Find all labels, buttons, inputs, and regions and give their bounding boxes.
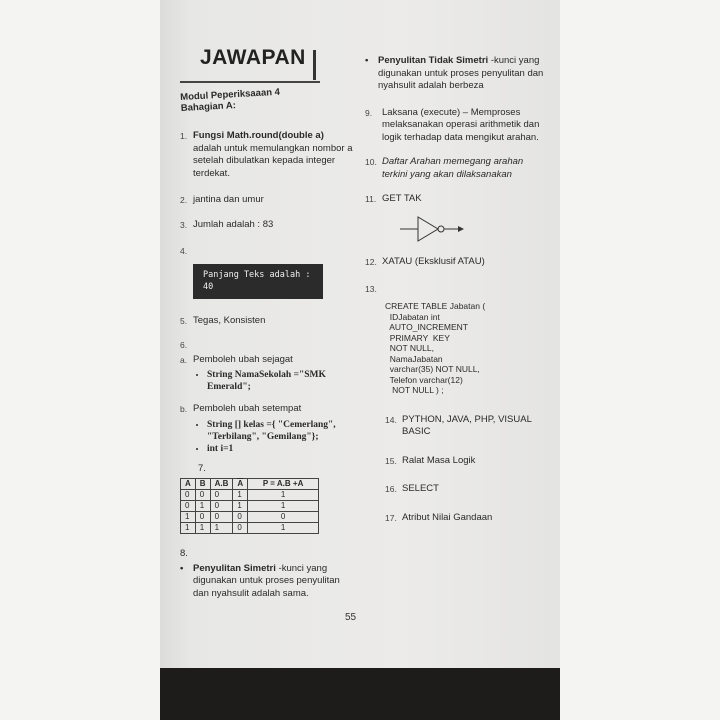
section-heading: Bahagian A:: [180, 100, 237, 114]
table-header: A.B: [210, 479, 233, 490]
answer-number: 17.: [385, 512, 397, 523]
answer-number: 3.: [180, 219, 188, 230]
answer-text: Atribut Nilai Gandaan: [402, 511, 493, 523]
answer-number: 10.: [365, 157, 377, 167]
answer-4: [180, 245, 355, 299]
left-column: [180, 46, 355, 600]
bullet-item: [365, 55, 545, 93]
answer-5: [180, 315, 355, 328]
table-row: [181, 523, 319, 534]
sql-line: NOT NULL ) ;: [385, 385, 444, 395]
table-cell: 1: [233, 501, 248, 512]
answer-16: [385, 483, 545, 496]
answers-14-17: [385, 414, 545, 525]
sub-text: Pemboleh ubah sejagat: [193, 353, 293, 365]
bullet-dot: •: [180, 562, 184, 574]
table-header: B: [195, 479, 210, 490]
table-cell: 0: [210, 490, 233, 501]
table-header-row: [181, 479, 319, 490]
sql-line: CREATE TABLE Jabatan (: [385, 301, 486, 311]
table-cell: 0: [181, 490, 196, 501]
sub-text: Pemboleh ubah setempat: [193, 403, 302, 414]
answer-text: [193, 130, 355, 180]
answer-3: [180, 219, 355, 232]
answer-6a: [180, 354, 355, 394]
answer-10: [365, 156, 545, 181]
module-heading: Modul Peperiksaaan 4: [180, 86, 281, 103]
answer-text: jantina dan umur: [193, 194, 264, 205]
sql-line: NamaJabatan: [385, 353, 443, 364]
not-gate-diagram: [400, 212, 545, 251]
answer-number: 16.: [385, 484, 397, 494]
answer-6b: [180, 403, 355, 455]
answer-number: 4.: [180, 246, 188, 256]
table-cell: 1: [248, 490, 319, 501]
bullet-item: • String NamaSekolah ="SMK Emerald";: [207, 369, 355, 393]
bullet-item: [180, 563, 355, 601]
truth-table: [180, 478, 319, 534]
answer-text: GET TAK: [382, 193, 422, 204]
answer-text: Jumlah adalah : 83: [193, 218, 274, 230]
table-cell: 1: [181, 512, 196, 523]
answer-text: XATAU (Eksklusif ATAU): [382, 256, 485, 267]
table-cell: 0: [195, 490, 210, 501]
answer-number: 7.: [198, 462, 206, 474]
table-row: [181, 490, 319, 501]
sql-code-block: [385, 301, 545, 396]
table-cell: 1: [248, 523, 319, 534]
answer-number: 11.: [365, 194, 377, 204]
book-page: [160, 0, 560, 668]
answer-1: [180, 130, 355, 180]
answer-number: 1.: [180, 131, 188, 141]
term-description: -kunci yang digunakan untuk proses penyulitan dan nyahsulit adalah sama.: [193, 562, 340, 599]
sql-line: IDJabatan int: [385, 311, 440, 322]
not-gate-icon: [400, 212, 470, 246]
answer-2: [180, 194, 355, 207]
sub-label: a.: [180, 354, 188, 365]
answer-text: Laksana (execute) – Memproses melaksanakan operasi arithmetik dan logik terhadap data mengikut arahan.: [382, 106, 540, 143]
sql-line: PRIMARY KEY: [385, 332, 450, 343]
answer-7: [180, 463, 355, 535]
title-underline: [180, 81, 320, 83]
table-cell: 1: [195, 501, 210, 512]
answer-text: SELECT: [402, 483, 439, 494]
sql-line: NOT NULL,: [385, 343, 434, 353]
answer-13: [365, 283, 545, 296]
answer-number: 6.: [180, 340, 188, 350]
sql-line: Telefon varchar(12): [385, 374, 463, 385]
answer-17: [385, 512, 545, 525]
table-row: [181, 512, 319, 523]
background-left: [0, 0, 160, 720]
title-bar-decoration: [313, 50, 316, 80]
table-cell: 0: [181, 501, 196, 512]
answer-number: 9.: [365, 107, 373, 118]
answer-14: [385, 414, 545, 439]
answer-9: [365, 107, 545, 145]
bullet-list: [193, 369, 355, 393]
answer-number: 8.: [180, 548, 188, 559]
table-cell: 1: [181, 523, 196, 534]
table-row: [181, 501, 319, 512]
table-cell: 0: [210, 512, 233, 523]
answer-text: PYTHON, JAVA, PHP, VISUAL BASIC: [402, 413, 532, 437]
table-cell: 1: [195, 523, 210, 534]
term-bold: Penyulitan Simetri: [193, 562, 276, 574]
table-header: A: [181, 479, 196, 490]
table-cell: 1: [233, 490, 248, 501]
answer-12: [365, 256, 545, 269]
term-description: -kunci yang digunakan untuk proses penyulitan dan nyahsulit adalah berbeza: [378, 55, 544, 91]
sub-label: b.: [180, 404, 188, 414]
table-cell: 1: [210, 523, 233, 534]
answer-number: 2.: [180, 195, 188, 205]
answer-number: 5.: [180, 315, 188, 326]
table-cell: 0: [210, 501, 233, 512]
answer-11: [365, 193, 545, 206]
table-cell: 1: [248, 501, 319, 512]
answer-number: 14.: [385, 414, 397, 425]
table-header: $\overline{A}$: [233, 479, 248, 490]
bullet-list: [193, 419, 355, 455]
bullet-item: • String [] kelas ={ "Cemerlang", "Terbilang", "Gemilang"};: [207, 419, 355, 443]
page-number: 55: [345, 612, 357, 623]
answer-6: [180, 339, 355, 455]
answer-number: 12.: [365, 257, 377, 267]
answer-number: 15.: [385, 455, 397, 466]
answer-rest-text: adalah untuk memulangkan nombor a setelah dibulatkan kepada integer terdekat.: [193, 142, 353, 179]
answer-8: [180, 548, 355, 600]
answer-text: Daftar Arahan memegang arahan terkini yang akan dilaksanakan: [382, 156, 524, 180]
background-right: [560, 0, 720, 720]
sql-line: AUTO_INCREMENT: [385, 322, 468, 332]
answer-text: Ralat Masa Logik: [402, 454, 476, 466]
table-cell: 0: [233, 523, 248, 534]
answer-text: Tegas, Konsisten: [193, 314, 266, 326]
code-output-box: Panjang Teks adalah : 40: [193, 264, 323, 299]
answer-number: 13.: [365, 283, 377, 294]
term-bold: Penyulitan Tidak Simetri: [378, 55, 489, 66]
bullet-item: • int i=1: [207, 443, 355, 455]
sql-line: varchar(35) NOT NULL,: [385, 364, 480, 374]
table-cell: 0: [195, 512, 210, 523]
table-header: P = A.B +A: [248, 479, 319, 490]
page-title: JAWAPAN: [200, 46, 306, 69]
table-cell: 0: [233, 512, 248, 523]
answer-15: [385, 455, 545, 468]
desk-surface: [160, 668, 560, 720]
table-cell: 0: [248, 512, 319, 523]
right-column: [365, 55, 545, 524]
bullet-dot: •: [365, 55, 369, 66]
answer-bold-text: Fungsi Math.round(double a): [193, 130, 324, 141]
